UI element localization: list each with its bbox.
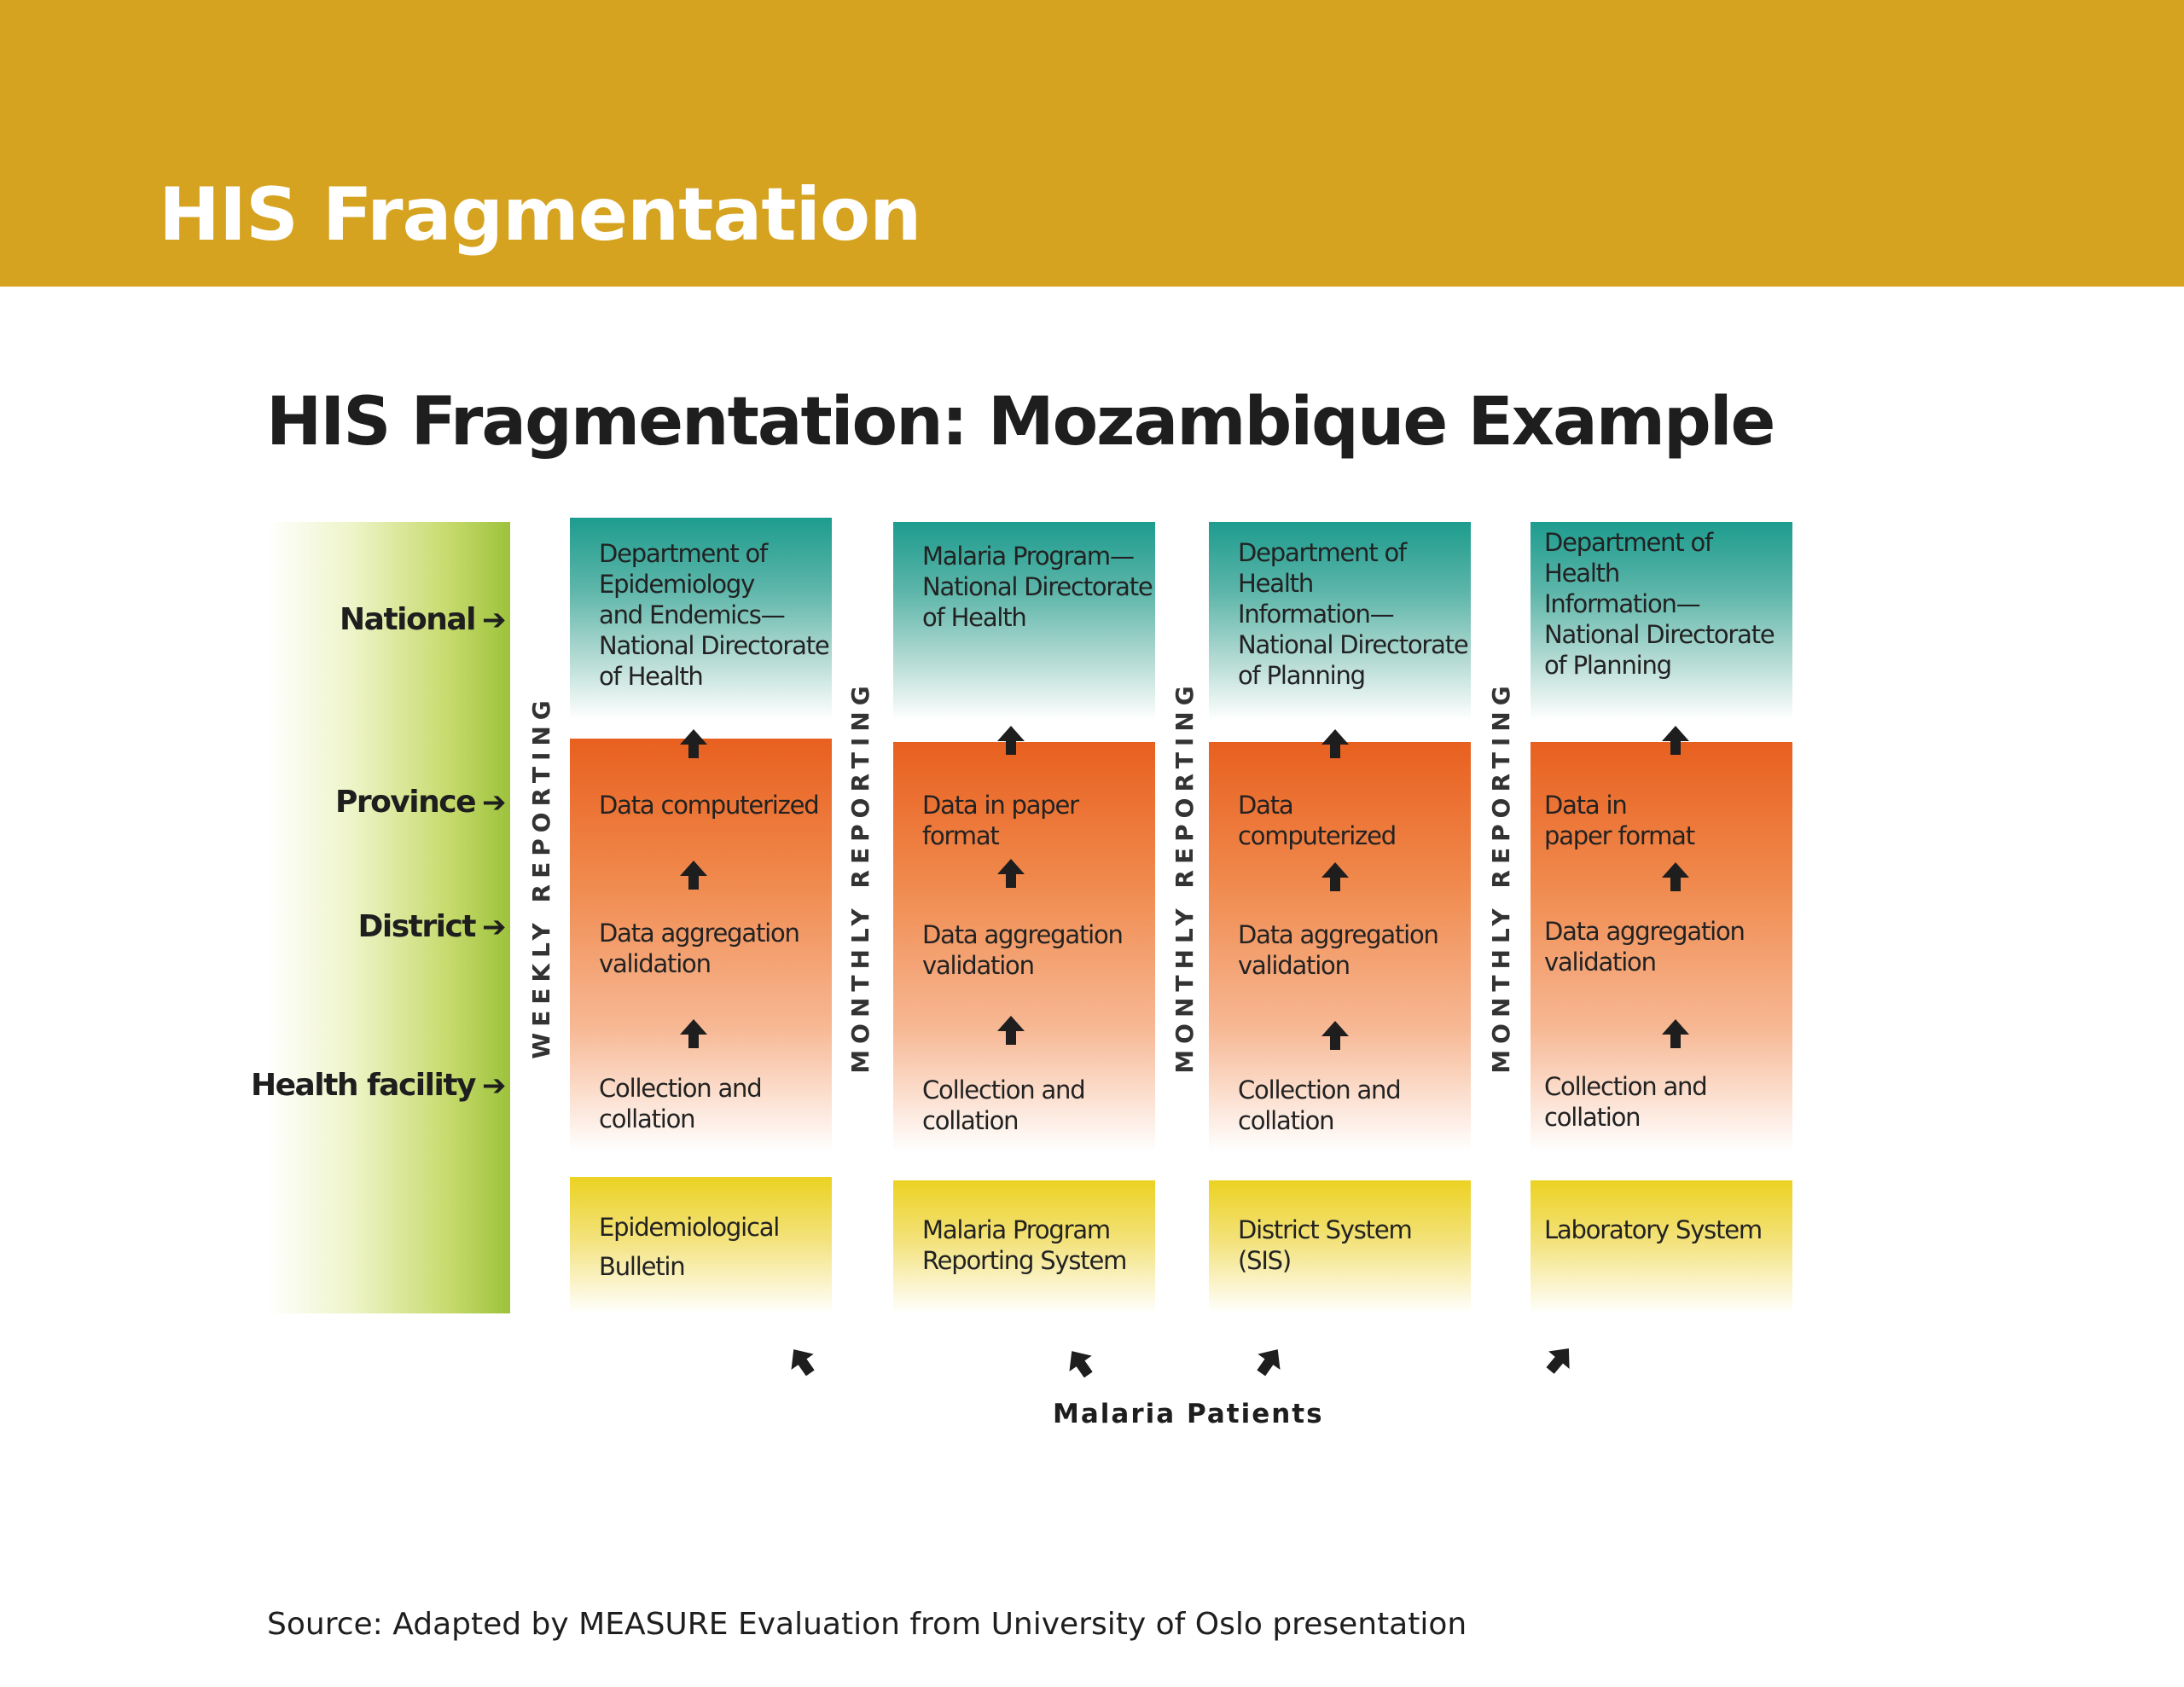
level-health-facility-label: Health facility	[250, 1068, 475, 1103]
level-province-label: Province	[334, 785, 475, 820]
arrow-up-icon	[994, 1013, 1028, 1047]
district-step-text: Data aggregation validation	[599, 919, 799, 978]
arrow-up-icon	[994, 856, 1028, 890]
district-step-text: Data aggregation validation	[1544, 917, 1745, 977]
reporting-label-weekly: WEEKLY REPORTING	[527, 694, 555, 1059]
process-box	[1531, 742, 1792, 1151]
system-box	[893, 1180, 1155, 1313]
system-name-text: Epidemiological Bulletin	[599, 1213, 780, 1281]
system-box	[1531, 1180, 1792, 1313]
system-name-text: Malaria Program Reporting System	[922, 1215, 1127, 1275]
system-name-text: Laboratory System	[1544, 1215, 1762, 1244]
national-box	[570, 518, 832, 719]
slide-title: HIS Fragmentation	[159, 172, 921, 258]
arrow-up-icon	[677, 858, 711, 892]
arrow-up-icon	[1658, 723, 1693, 757]
district-step-text: Data aggregation validation	[1238, 920, 1438, 980]
facility-step-text: Collection and collation	[1238, 1075, 1401, 1135]
national-box	[1209, 522, 1471, 720]
province-step-text: Data in paper format	[1544, 791, 1694, 850]
facility-step-text: Collection and collation	[1544, 1072, 1707, 1132]
arrow-right-icon: ➔	[482, 786, 505, 820]
process-box	[893, 742, 1155, 1151]
province-step-text: Data in paper format	[922, 791, 1078, 850]
arrow-up-icon	[994, 723, 1028, 757]
patients-label: Malaria Patients	[1053, 1399, 1324, 1429]
level-national	[340, 602, 505, 637]
arrow-up-icon	[1658, 860, 1693, 894]
national-unit-text: Department of Health Information— National Directorate of Planning	[1544, 528, 1774, 680]
arrow-up-icon	[677, 1017, 711, 1051]
province-step-text: Data computerized	[1238, 791, 1396, 850]
arrow-right-icon: ➔	[482, 603, 505, 637]
national-unit-text: Malaria Program— National Directorate of Health	[922, 542, 1153, 632]
reporting-label-monthly-3: MONTHLY REPORTING	[1487, 680, 1515, 1074]
arrow-up-icon	[1658, 1017, 1693, 1051]
arrow-right-icon: ➔	[482, 910, 505, 944]
diagram-title: HIS Fragmentation: Mozambique Example	[266, 384, 1774, 461]
national-unit-text: Department of Epidemiology and Endemics— National Directorate of Health	[599, 539, 829, 691]
system-box	[1209, 1180, 1471, 1313]
arrow-up-icon	[1318, 727, 1352, 761]
level-district	[357, 909, 505, 944]
reporting-label-monthly-2: MONTHLY REPORTING	[1170, 680, 1199, 1074]
level-province	[335, 785, 505, 820]
level-national-label: National	[340, 602, 475, 637]
system-name-text: District System (SIS)	[1238, 1215, 1412, 1275]
system-box	[570, 1177, 832, 1313]
diagonal-arrow-icon	[1056, 1339, 1104, 1387]
arrow-up-icon	[1318, 1018, 1352, 1052]
facility-step-text: Collection and collation	[922, 1075, 1085, 1135]
process-box	[570, 739, 832, 1151]
diagonal-arrow-icon	[1246, 1337, 1293, 1385]
district-step-text: Data aggregation validation	[922, 920, 1123, 980]
province-step-text: Data computerized	[599, 791, 819, 820]
diagonal-arrow-icon	[778, 1337, 826, 1385]
national-unit-text: Department of Health Information— National Directorate of Planning	[1238, 538, 1468, 690]
reporting-label-monthly-1: MONTHLY REPORTING	[846, 680, 874, 1074]
diagonal-arrow-icon	[1536, 1336, 1583, 1383]
source-citation: Source: Adapted by MEASURE Evaluation from University of Oslo presentation	[267, 1607, 1467, 1642]
national-box	[893, 522, 1155, 720]
facility-step-text: Collection and collation	[599, 1074, 762, 1133]
arrow-up-icon	[677, 727, 711, 761]
arrow-up-icon	[1318, 860, 1352, 894]
level-district-label: District	[357, 909, 475, 944]
arrow-right-icon: ➔	[482, 1069, 505, 1103]
process-box	[1209, 742, 1471, 1151]
level-health-facility	[251, 1068, 505, 1103]
national-box	[1531, 522, 1792, 720]
